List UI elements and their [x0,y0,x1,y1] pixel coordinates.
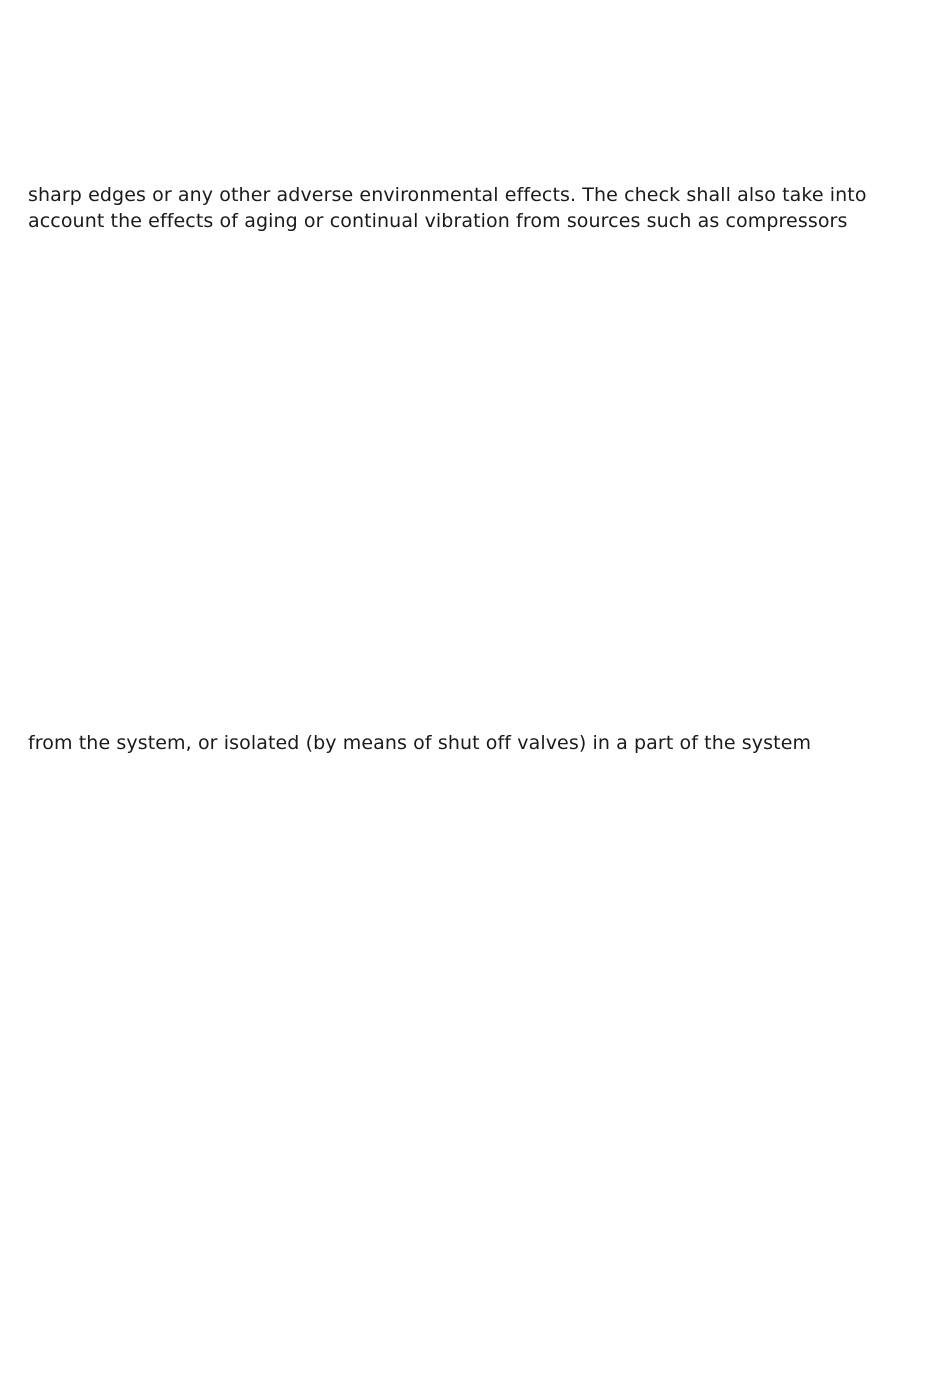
text-line: account the effects of aging or continual vibration from sources such as compressors [28,210,848,232]
text-line: sharp edges or any other adverse environmental effects. The check shall also take into [28,184,867,206]
text-line: from the system, or isolated (by means of shut off valves) in a part of the system [28,732,812,754]
